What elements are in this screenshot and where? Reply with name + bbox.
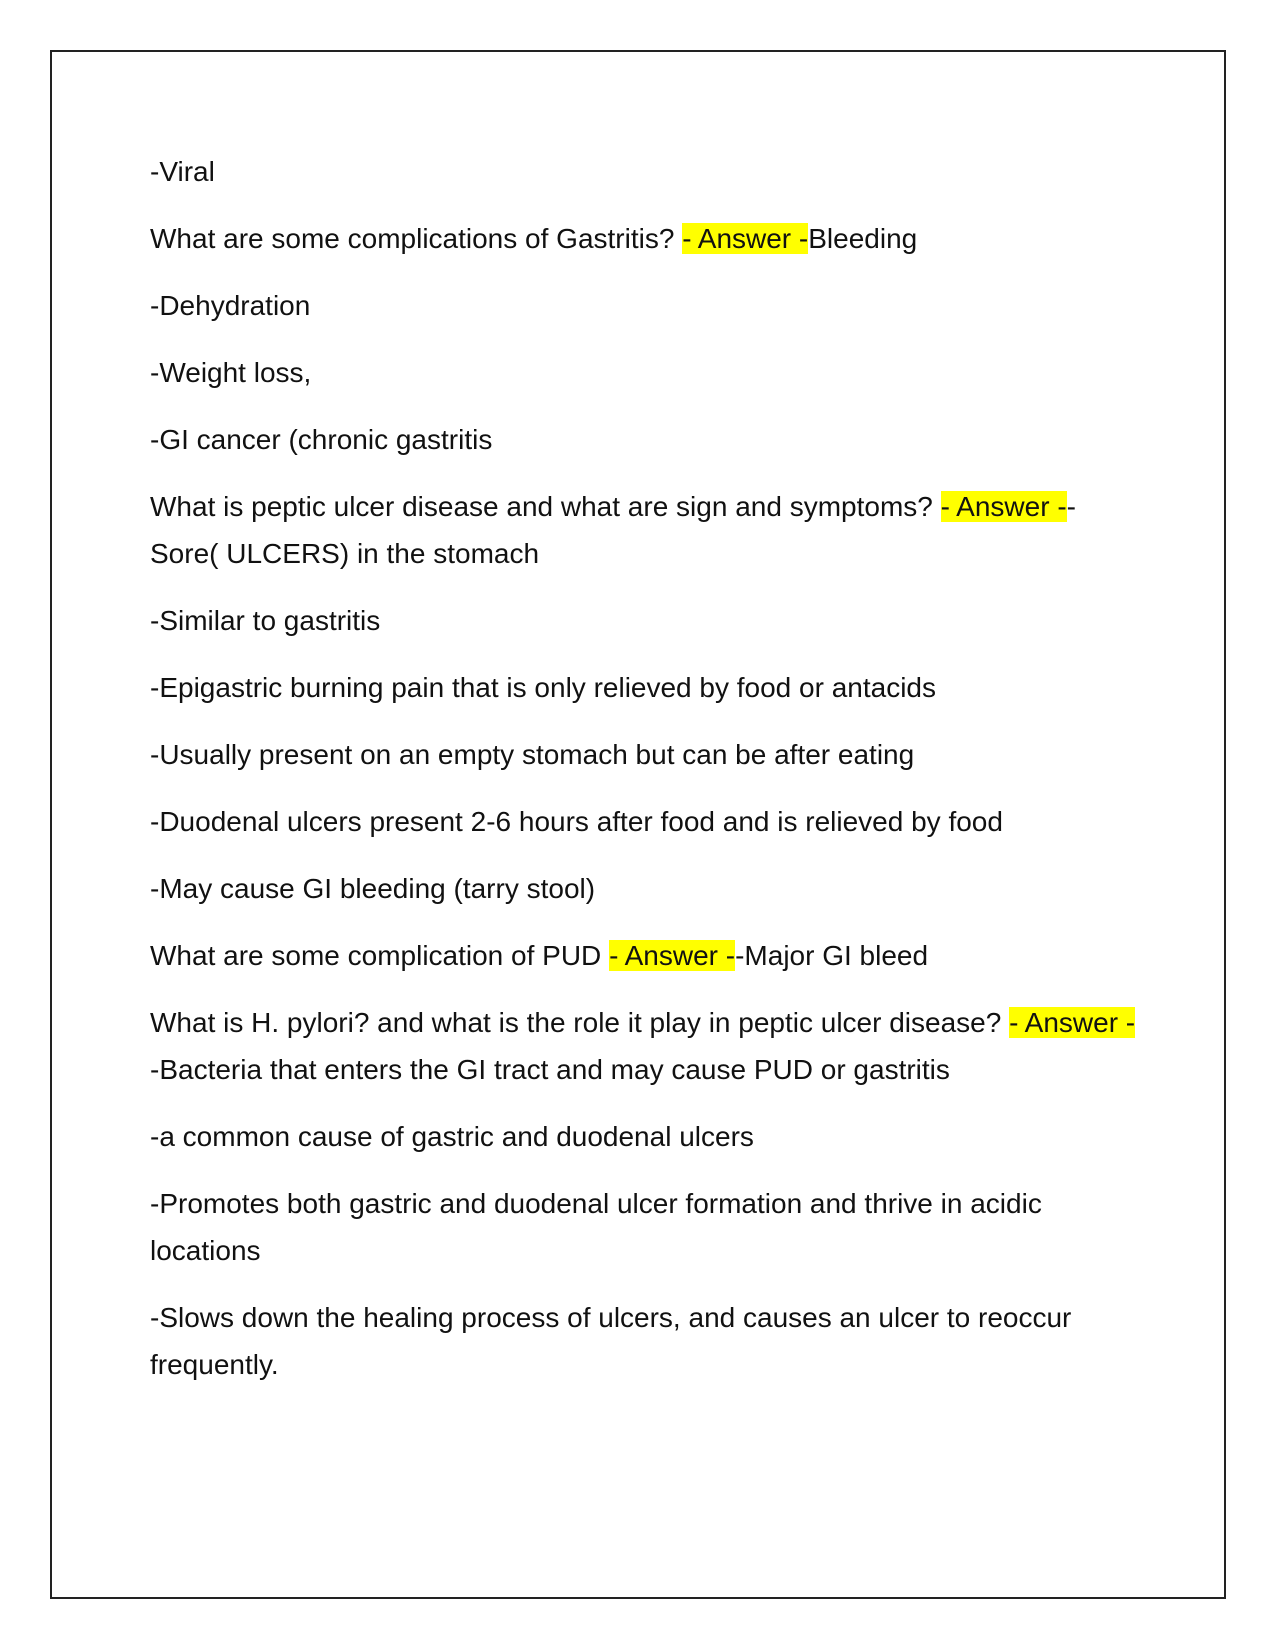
text-run: -Promotes both gastric and duodenal ulcer formation and thrive in acidic locations — [150, 1188, 1042, 1266]
text-run: -Duodenal ulcers present 2-6 hours after food and is relieved by food — [150, 806, 1003, 837]
paragraph — [150, 1180, 1140, 1274]
text-run: What is H. pylori? and what is the role it play in peptic ulcer disease? — [150, 1007, 1010, 1038]
paragraph — [150, 664, 1140, 711]
paragraph — [150, 865, 1140, 912]
text-run: -Bacteria that enters the GI tract and may cause PUD or gastritis — [150, 1054, 950, 1085]
paragraph — [150, 416, 1140, 463]
text-run: -Usually present on an empty stomach but can be after eating — [150, 739, 915, 770]
text-run: -Similar to gastritis — [150, 605, 381, 636]
text-run: What is peptic ulcer disease and what are sign and symptoms? — [150, 491, 941, 522]
text-run: -Epigastric burning pain that is only relieved by food or antacids — [150, 672, 936, 703]
text-run: -Major GI bleed — [735, 940, 929, 971]
paragraph — [150, 215, 1140, 262]
text-run: -a common cause of gastric and duodenal ulcers — [150, 1121, 754, 1152]
document-body — [150, 148, 1140, 1408]
paragraph — [150, 349, 1140, 396]
answer-highlight: - Answer - — [1009, 1007, 1136, 1038]
paragraph — [150, 148, 1140, 195]
paragraph — [150, 483, 1140, 577]
text-run: What are some complications of Gastritis? — [150, 223, 683, 254]
paragraph — [150, 1113, 1140, 1160]
answer-highlight: - Answer - — [940, 491, 1067, 522]
paragraph — [150, 282, 1140, 329]
text-run: What are some complication of PUD — [150, 940, 610, 971]
answer-highlight: - Answer - — [609, 940, 736, 971]
paragraph — [150, 932, 1140, 979]
text-run: -Slows down the healing process of ulcers, and causes an ulcer to reoccur frequently. — [150, 1302, 1072, 1380]
text-run: -May cause GI bleeding (tarry stool) — [150, 873, 596, 904]
text-run: -GI cancer (chronic gastritis — [150, 424, 493, 455]
text-run: Bleeding — [808, 223, 918, 254]
paragraph — [150, 798, 1140, 845]
text-run: -Dehydration — [150, 290, 311, 321]
text-run: -Weight loss, — [150, 357, 312, 388]
paragraph — [150, 999, 1140, 1093]
paragraph — [150, 731, 1140, 778]
paragraph — [150, 1294, 1140, 1388]
text-run: -Viral — [150, 156, 215, 187]
paragraph — [150, 597, 1140, 644]
answer-highlight: - Answer - — [682, 223, 809, 254]
text-run: -Sore( ULCERS) in the stomach — [150, 491, 1076, 569]
